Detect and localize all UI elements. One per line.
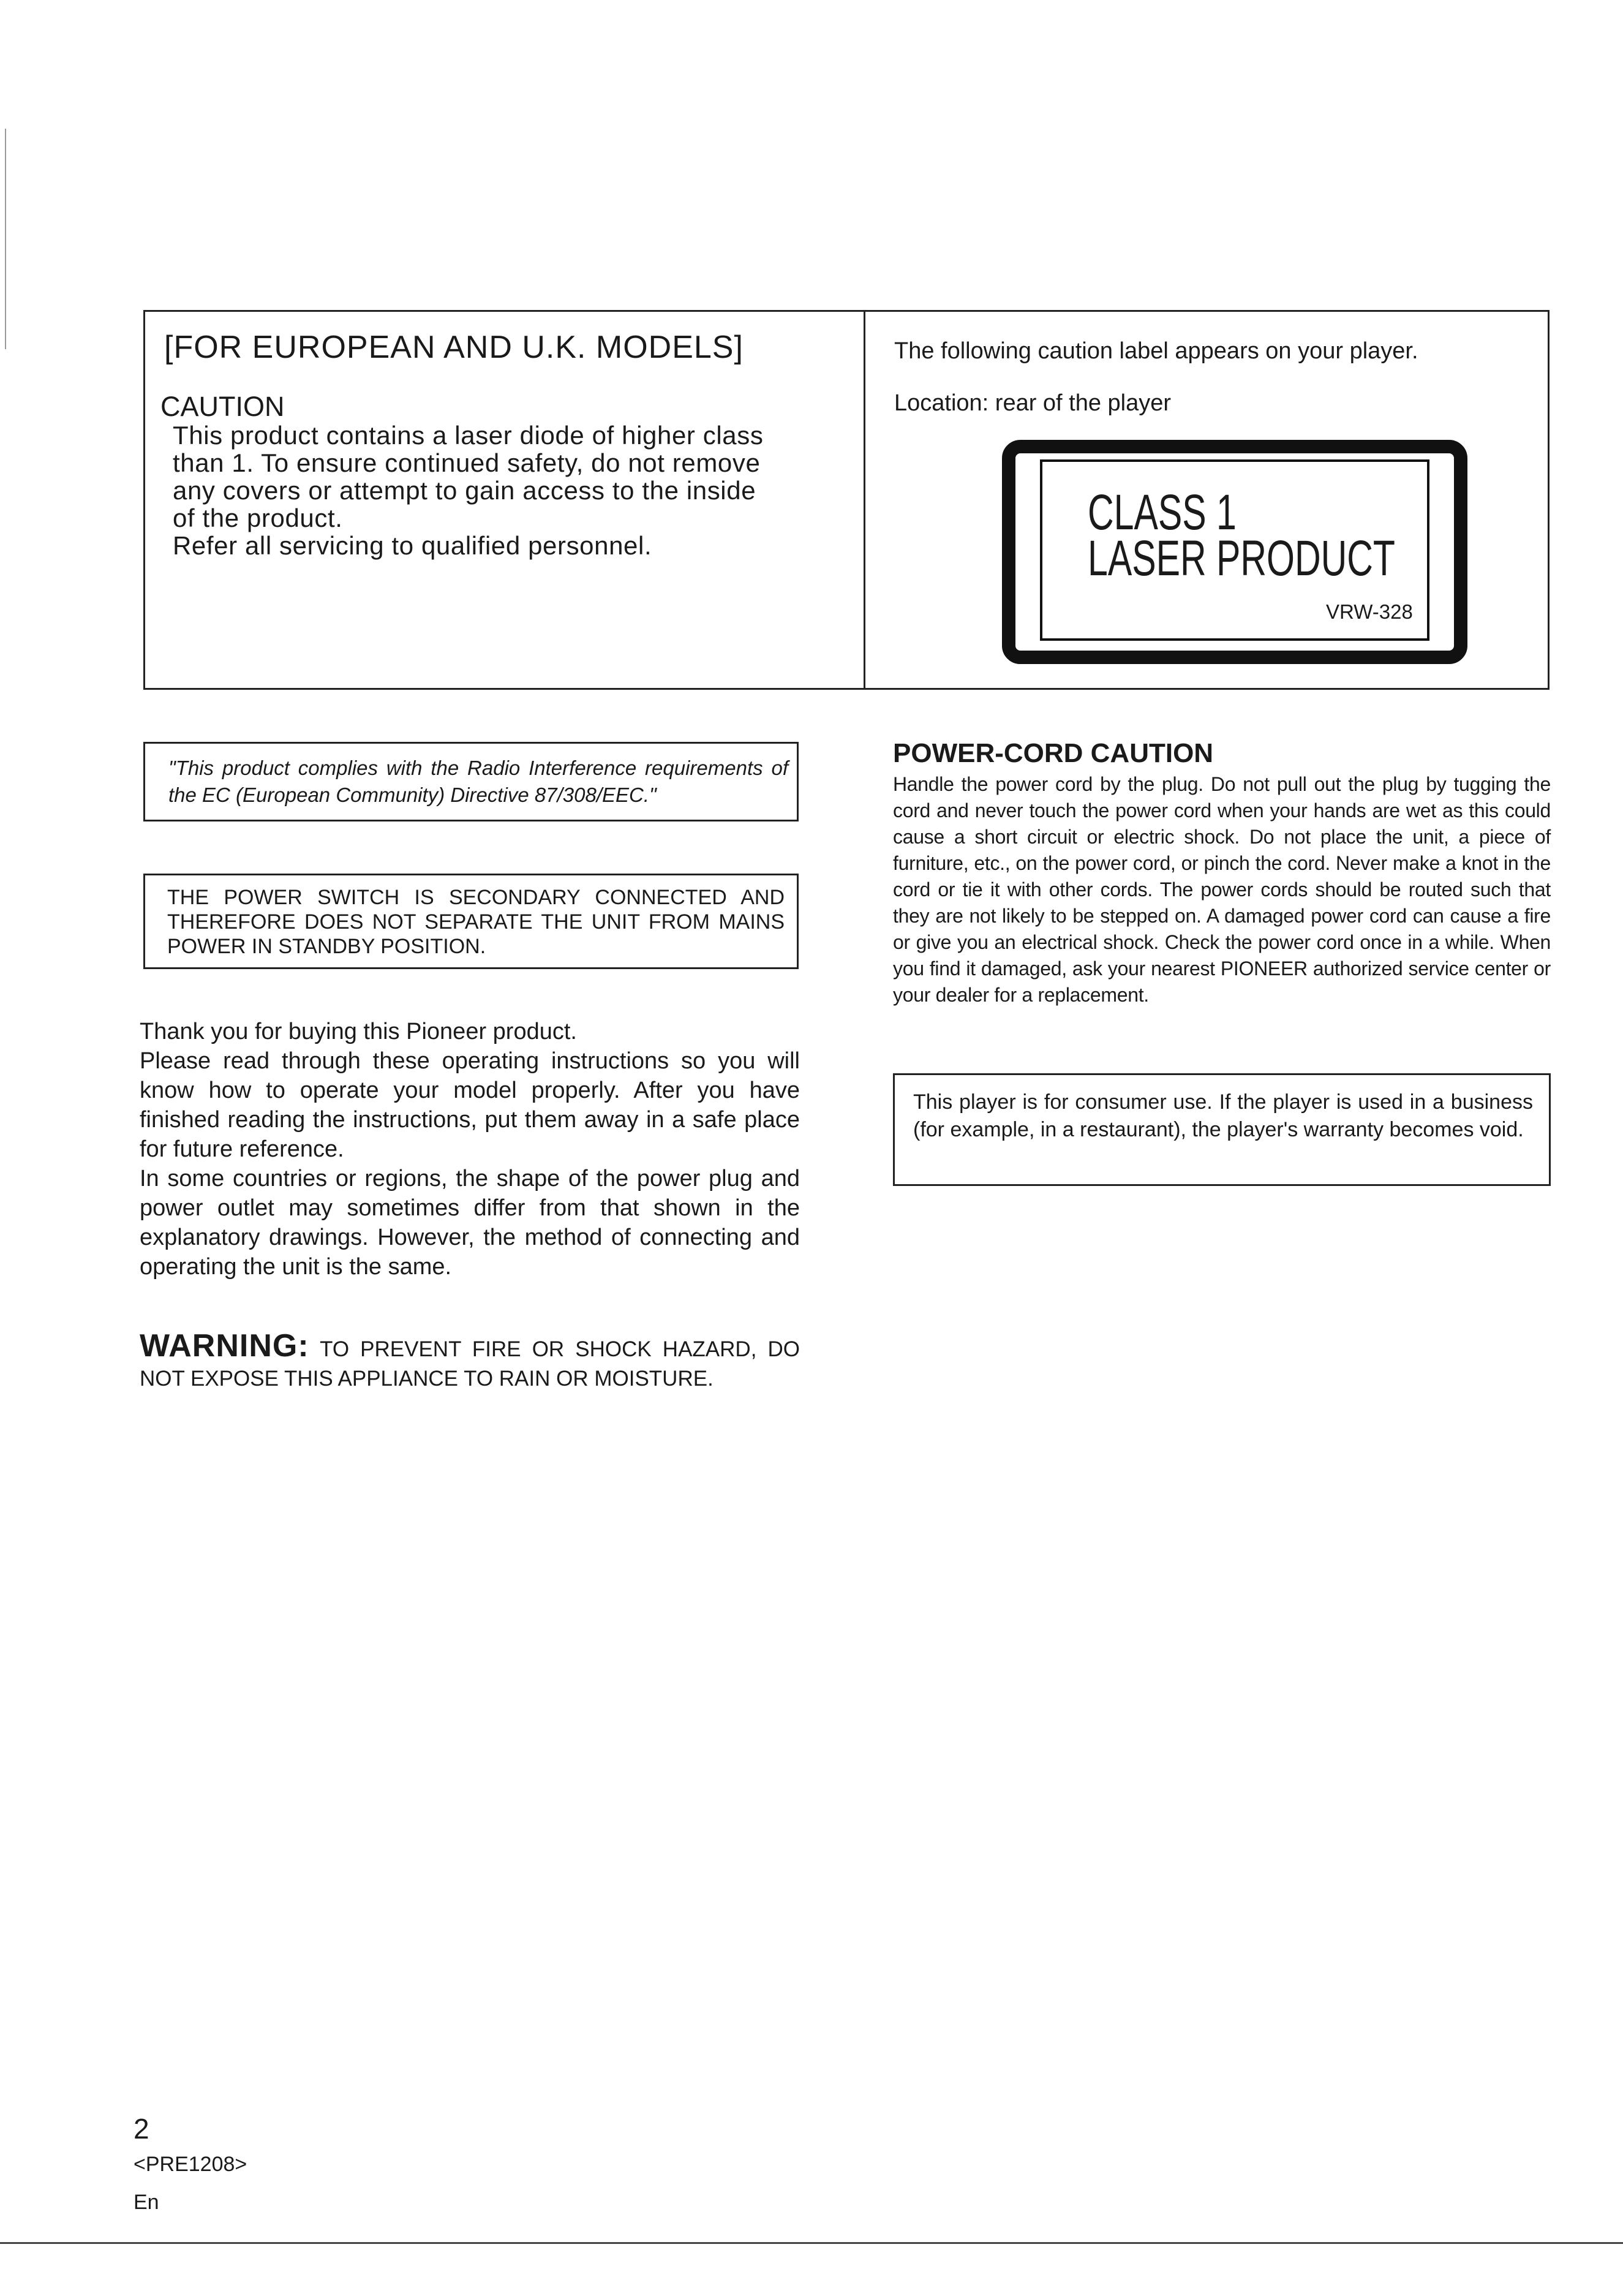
ec-compliance-notice: "This product complies with the Radio Interference requirements of the EC (European Community) Directive 87/308/EEC." [143,742,799,821]
caution-heading: CAUTION [160,391,285,422]
caution-line: than 1. To ensure continued safety, do not remove [173,448,761,477]
power-switch-notice: THE POWER SWITCH IS SECONDARY CONNECTED AND THEREFORE DOES NOT SEPARATE THE UNIT FROM MAINS POWER IN STANDBY POSITION. [143,874,799,969]
consumer-use-notice: This player is for consumer use. If the player is used in a business (for example, in a restaurant), the player's warranty becomes void. [893,1073,1551,1186]
european-models-heading: [FOR EUROPEAN AND U.K. MODELS] [164,330,744,365]
warning-block [140,1328,800,1394]
caution-line: any covers or attempt to gain access to the inside [173,476,756,505]
power-cord-caution-heading: POWER-CORD CAUTION [893,738,1214,768]
intro-thanks: Thank you for buying this Pioneer product. [140,1019,577,1044]
intro-regions: In some countries or regions, the shape of the power plug and power outlet may sometimes differ from that shown in the explanatory drawings. However, the method of connecting and operating the unit is the same. [140,1166,800,1280]
label-location-text: Location: rear of the player [894,390,1172,416]
language-code: En [134,2191,159,2214]
caution-line: Refer all servicing to qualified personnel. [173,531,652,560]
page-number: 2 [134,2113,149,2145]
laser-label-product: LASER PRODUCT [1088,531,1395,586]
label-intro-text: The following caution label appears on your player. [894,338,1418,364]
bottom-rule [0,2242,1623,2244]
caution-body [173,421,810,559]
caution-line: of the product. [173,504,343,532]
laser-label-code: VRW-328 [1326,600,1413,623]
warning-label: WARNING: [140,1328,309,1364]
warning-text: TO PREVENT FIRE OR SHOCK HAZARD, DO NOT EXPOSE THIS APPLIANCE TO RAIN OR MOISTURE. [140,1337,800,1391]
european-box-divider [864,310,865,690]
intro-read-instructions: Please read through these operating instructions so you will know how to operate your model properly. After you have finished reading the instructions, put them away in a safe place for future reference. [140,1048,800,1162]
power-cord-caution-body: Handle the power cord by the plug. Do not pull out the plug by tugging the cord and never touch the power cord when your hands are wet as this could cause a short circuit or electric shock. Do not place the unit, a piece of furniture, etc., on the power cord, or pinch the cord. Never make a knot in the cord or tie it with other cords. The power cords should be routed such that they are not likely to be stepped on. A damaged power cord can cause a fire or give you an electrical shock. Check the power cord once in a while. When you find it damaged, ask your nearest PIONEER authorized service center or your dealer for a replacement. [893,773,1551,1006]
caution-line: This product contains a laser diode of higher class [173,421,764,450]
model-code: <PRE1208> [134,2153,247,2176]
intro-text [140,1017,800,1282]
left-margin-rule [5,129,6,349]
laser-label-class: CLASS 1 [1088,485,1237,540]
